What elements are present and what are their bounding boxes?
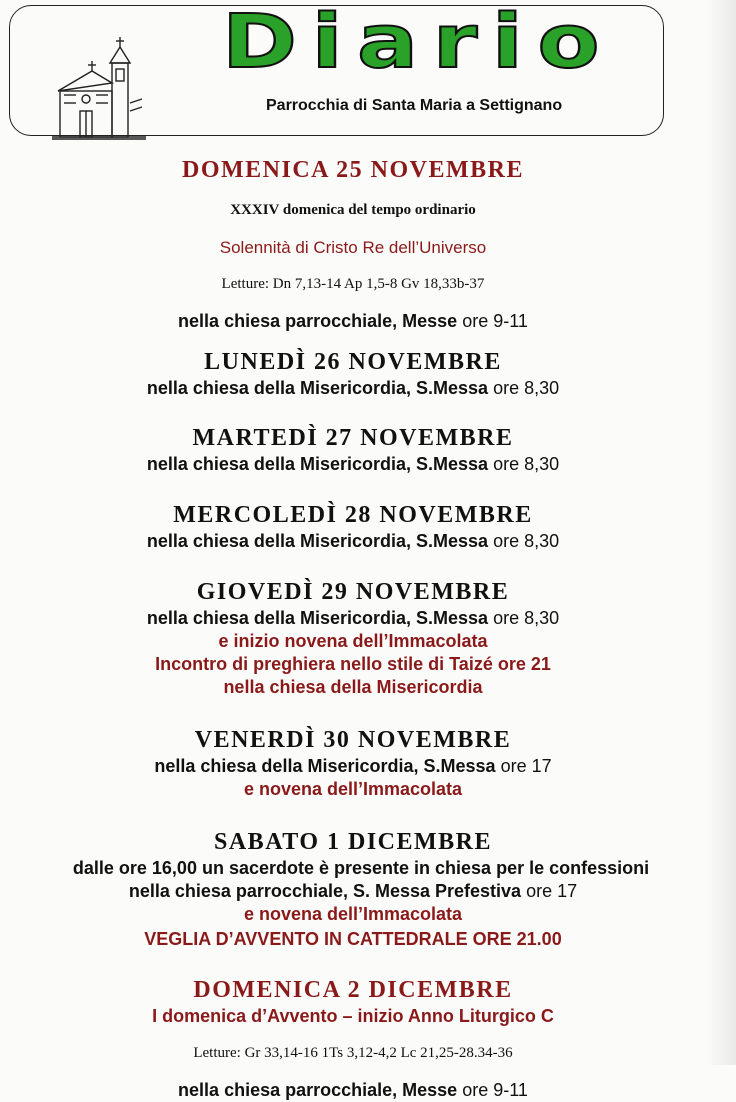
day-entry (0, 423, 706, 476)
parish-name: Parrocchia di Santa Maria a Settignano (266, 97, 563, 114)
day-heading: DOMENICA 25 NOVEMBRE (181, 157, 524, 183)
day-mass (0, 607, 706, 630)
mass-time: ore 17 (500, 756, 552, 776)
day-heading: VENERDÌ 30 NOVEMBRE (194, 727, 512, 753)
mass-time: ore 8,30 (493, 531, 560, 551)
day-entry (0, 577, 706, 699)
day-entry (0, 155, 706, 333)
day-entry (0, 975, 706, 1102)
day-heading: LUNEDÌ 26 NOVEMBRE (204, 349, 502, 375)
day-feast: I domenica d’Avvento – inizio Anno Liturgico C (152, 1006, 554, 1026)
day-heading: GIOVEDÌ 29 NOVEMBRE (196, 579, 510, 605)
day-extra: VEGLIA D’AVVENTO IN CATTEDRALE ORE 21.00 (144, 929, 562, 949)
day-extra: e inizio novena dell’Immacolata (218, 631, 488, 651)
page-edge-shadow (706, 0, 736, 1065)
day-heading: DOMENICA 2 DICEMBRE (193, 977, 513, 1003)
mass-time: ore 8,30 (493, 378, 560, 398)
day-mass (0, 530, 706, 553)
day-mass (0, 755, 706, 778)
day-feast: Solennità di Cristo Re dell’Universo (219, 238, 487, 257)
mass-place: nella chiesa della Misericordia, S.Messa (146, 608, 489, 628)
day-mass (0, 377, 706, 400)
mass-place: nella chiesa della Misericordia, S.Messa (146, 531, 489, 551)
day-mass (0, 880, 706, 903)
day-entry (0, 500, 706, 553)
day-extra: e novena dell’Immacolata (243, 904, 463, 924)
mass-place: nella chiesa della Misericordia, S.Messa (154, 756, 496, 776)
mass-time: ore 17 (526, 881, 578, 901)
day-extra: e novena dell’Immacolata (243, 779, 463, 799)
day-extra: Incontro di preghiera nello stile di Taizé ore 21 (155, 654, 551, 674)
mass-time: ore 9-11 (462, 311, 528, 331)
mass-place: nella chiesa parrocchiale, Messe (178, 1080, 458, 1100)
mass-place: nella chiesa parrocchiale, Messe (178, 311, 458, 331)
day-confession: dalle ore 16,00 un sacerdote è presente in chiesa per le confessioni (72, 858, 650, 878)
mass-place: nella chiesa della Misericordia, S.Messa (146, 378, 489, 398)
day-mass (0, 453, 706, 476)
church-icon (50, 33, 150, 141)
day-entry (0, 827, 706, 951)
day-heading: MERCOLEDÌ 28 NOVEMBRE (173, 502, 533, 528)
day-entry (0, 725, 706, 801)
day-entry (0, 347, 706, 400)
mass-time: ore 9-11 (462, 1080, 528, 1100)
mass-place: nella chiesa parrocchiale, S. Messa Prefestiva (128, 881, 522, 901)
day-heading: MARTEDÌ 27 NOVEMBRE (192, 425, 514, 451)
mass-time: ore 8,30 (493, 454, 560, 474)
day-readings: Letture: Dn 7,13-14 Ap 1,5-8 Gv 18,33b-37 (221, 276, 485, 292)
day-mass (0, 310, 706, 333)
day-heading: SABATO 1 DICEMBRE (214, 829, 492, 855)
day-readings: Letture: Gr 33,14-16 1Ts 3,12-4,2 Lc 21,25-28.34-36 (193, 1045, 513, 1061)
day-mass (0, 1079, 706, 1102)
day-note: XXXIV domenica del tempo ordinario (230, 202, 476, 218)
page-title: Diario (222, 0, 615, 85)
schedule (0, 143, 706, 1102)
day-extra: nella chiesa della Misericordia (223, 677, 483, 697)
mass-place: nella chiesa della Misericordia, S.Messa (146, 454, 489, 474)
mass-time: ore 8,30 (493, 608, 560, 628)
